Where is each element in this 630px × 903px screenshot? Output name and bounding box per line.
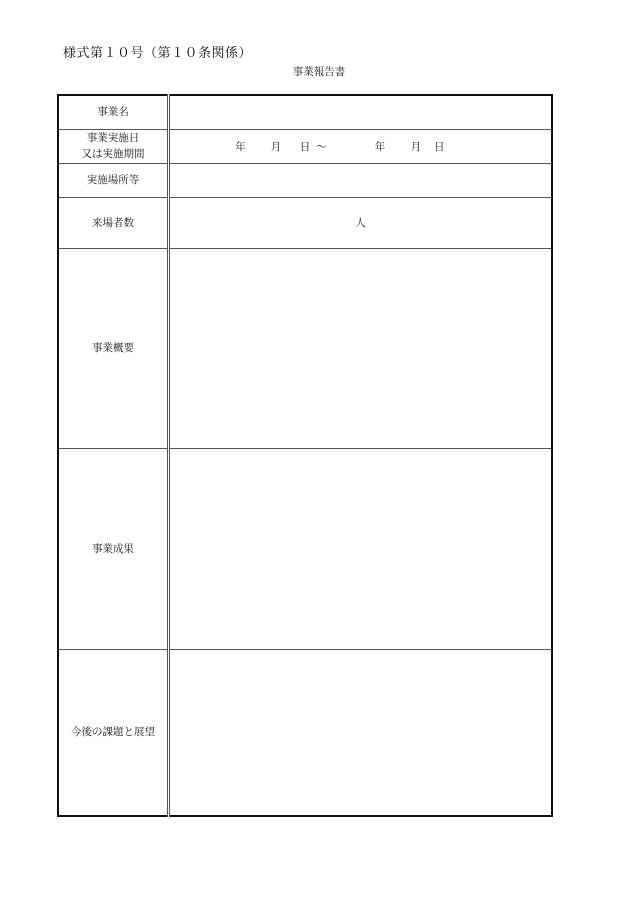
row-attendance xyxy=(58,197,552,248)
row-venue xyxy=(58,163,552,197)
label-future: 今後の課題と展望 xyxy=(58,649,169,816)
row-summary xyxy=(58,248,552,448)
label-summary: 事業概要 xyxy=(58,248,169,448)
label-implementation-date-line2: 又は実施期間 xyxy=(81,148,145,160)
field-project-name[interactable] xyxy=(169,95,553,129)
field-results[interactable] xyxy=(169,448,553,649)
end-year-label: 年 xyxy=(374,140,386,153)
row-project-name xyxy=(58,95,552,129)
start-year-label: 年 xyxy=(235,140,246,153)
document-title: 事業報告書 xyxy=(292,66,346,78)
label-venue: 実施場所等 xyxy=(58,163,169,197)
label-attendance: 来場者数 xyxy=(58,197,169,248)
end-month-label: 月 xyxy=(410,140,422,153)
date-separator: ～ xyxy=(316,140,327,153)
label-results: 事業成果 xyxy=(58,448,169,649)
report-table xyxy=(57,94,553,817)
row-future xyxy=(58,649,552,816)
row-results xyxy=(58,448,552,649)
start-month-label: 月 xyxy=(270,140,282,153)
attendance-unit: 人 xyxy=(355,217,366,229)
form-number: 様式第１０号（第１０条関係） xyxy=(63,46,253,61)
date-range xyxy=(170,139,551,154)
field-implementation-date[interactable] xyxy=(169,129,553,163)
end-day-label: 日 xyxy=(434,140,445,153)
start-day-label: 日 xyxy=(299,140,311,153)
field-summary[interactable] xyxy=(169,248,553,448)
row-implementation-date xyxy=(58,129,552,163)
label-implementation-date xyxy=(58,129,169,163)
field-venue[interactable] xyxy=(169,163,553,197)
label-implementation-date-line1: 事業実施日 xyxy=(86,132,140,144)
label-project-name: 事業名 xyxy=(58,95,169,129)
field-attendance[interactable] xyxy=(169,197,553,248)
field-future[interactable] xyxy=(169,649,553,816)
